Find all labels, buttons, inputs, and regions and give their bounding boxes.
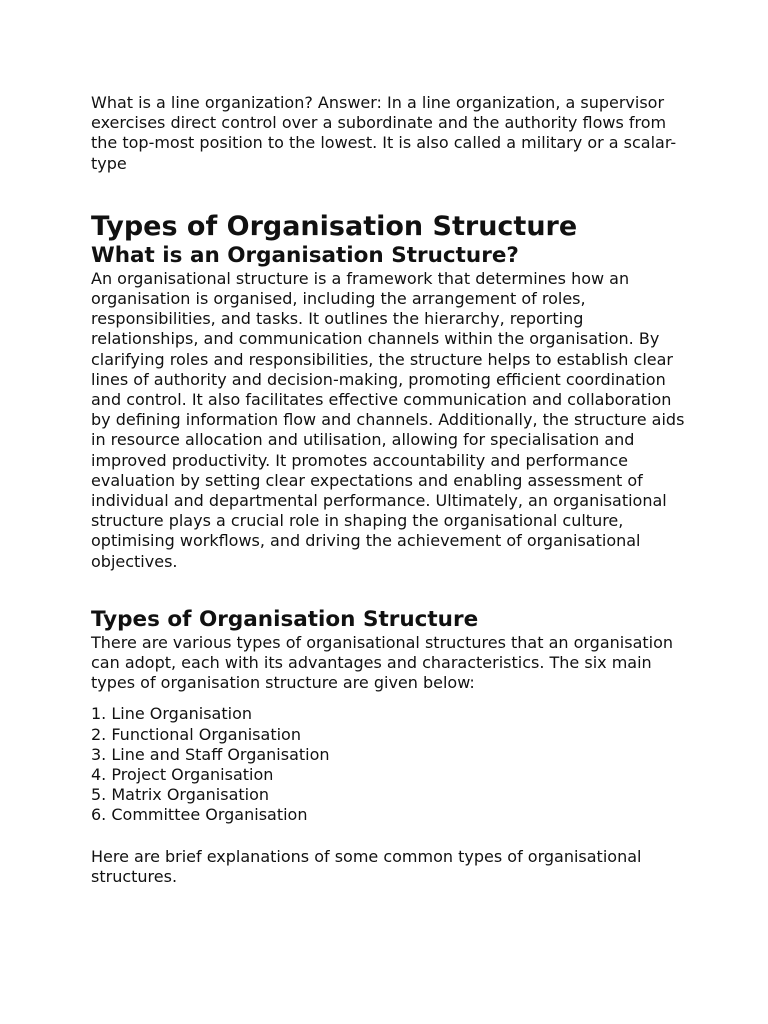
- intro-paragraph: What is a line organization? Answer: In a line organization, a supervisor exercises direct control over a subordinate and the authority flows from the top-most position to the lowest. It is also called a military or a scalar-type: [91, 93, 677, 173]
- section-heading-what-is: What is an Organisation Structure?: [91, 242, 519, 268]
- list-item: 4. Project Organisation: [91, 765, 274, 785]
- types-list: [91, 704, 691, 825]
- list-item: 1. Line Organisation: [91, 704, 253, 724]
- list-item: 2. Functional Organisation: [91, 724, 301, 744]
- list-item: 6. Committee Organisation: [91, 805, 308, 825]
- list-item: 3. Line and Staff Organisation: [91, 744, 330, 764]
- page-title: Types of Organisation Structure: [91, 210, 578, 242]
- section-body-what-is: An organisational structure is a framework that determines how an organisation is organised, including the arrangement of roles, responsibilities, and tasks. It outlines the hierarchy, reporting relationships, and communication channels within the organisation. By clarifying roles and responsibilities, the structure helps to establish clear lines of authority and decision-making, promoting efficient coordination and control. It also facilitates effective communication and collaboration by defining information flow and channels. Additionally, the structure aids in resource allocation and utilisation, allowing for specialisation and improved productivity. It promotes accountability and performance evaluation by setting clear expectations and enabling assessment of individual and departmental performance. Ultimately, an organisational structure plays a crucial role in shaping the organisational culture, optimising workflows, and driving the achievement of organisational objectives.: [91, 268, 685, 571]
- list-item: 5. Matrix Organisation: [91, 785, 270, 805]
- section-body-types: There are various types of organisational structures that an organisation can adopt, each with its advantages and characteristics. The six main types of organisation structure are given below:: [91, 632, 674, 693]
- document-page: [91, 93, 691, 887]
- closing-paragraph: Here are brief explanations of some common types of organisational structures.: [91, 846, 642, 886]
- section-heading-types: Types of Organisation Structure: [91, 606, 479, 632]
